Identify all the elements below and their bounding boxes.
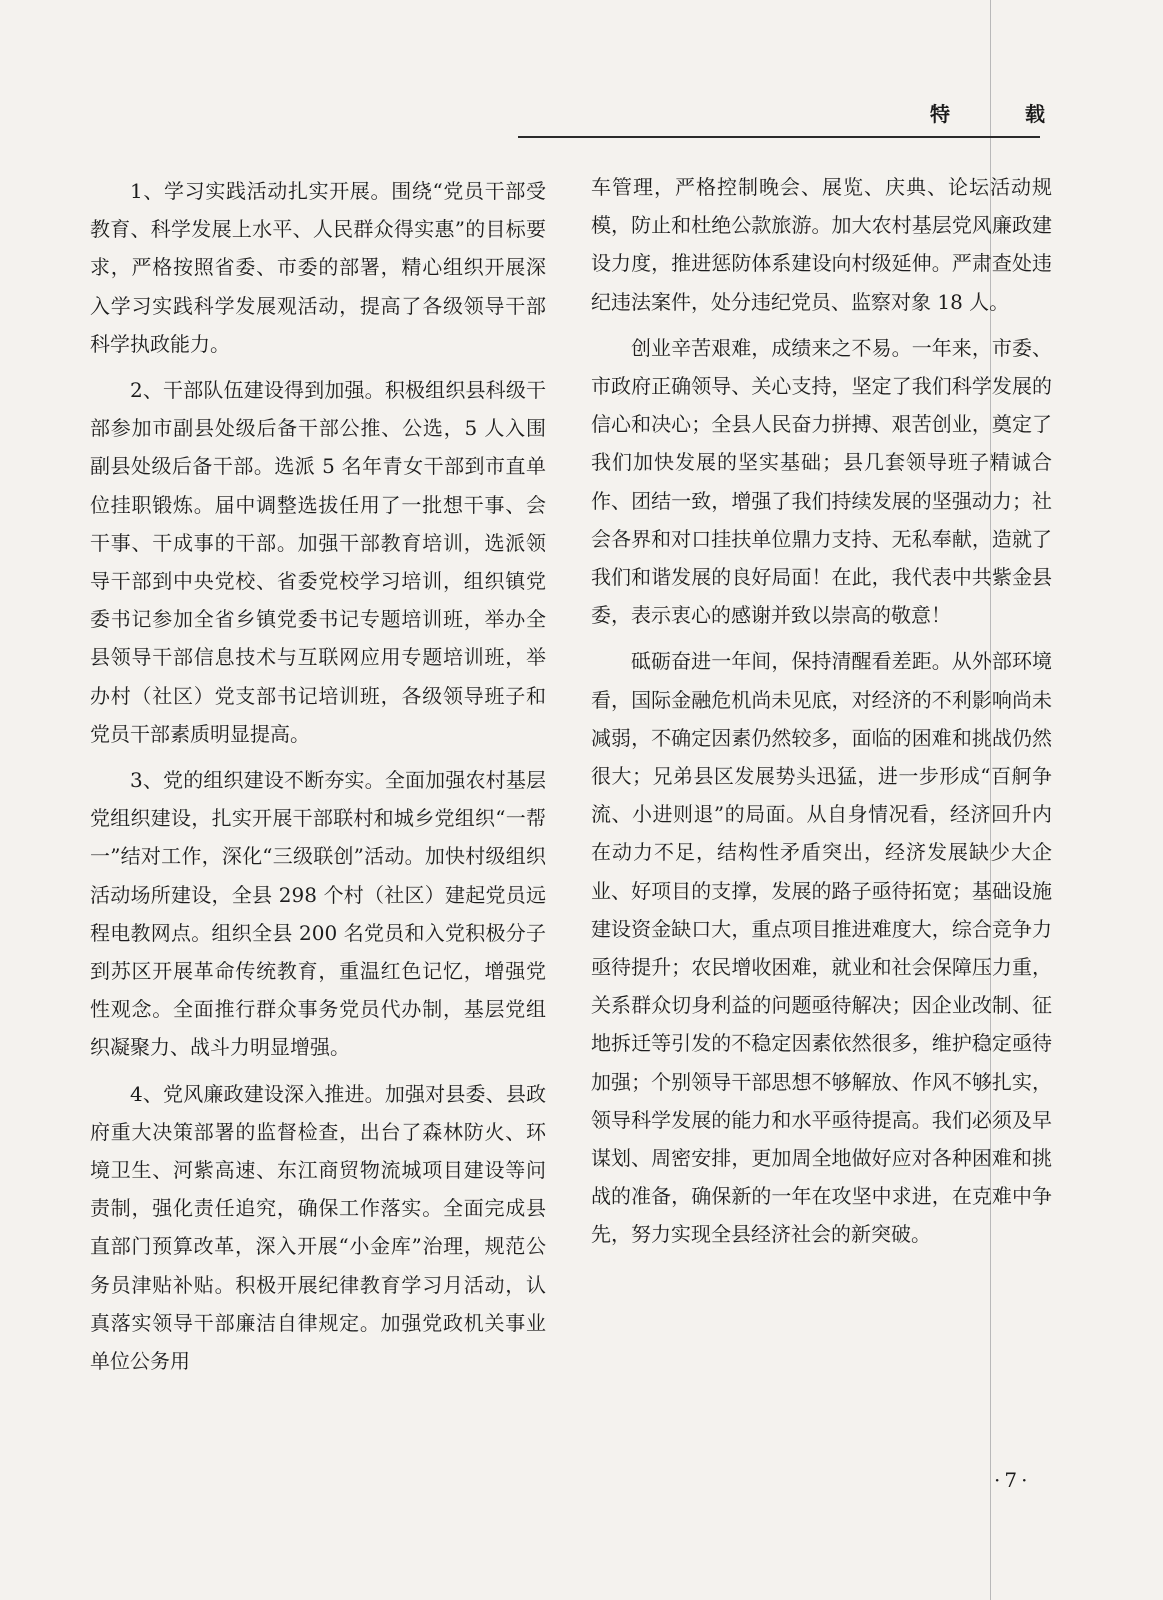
header-rule [518,136,1040,138]
paragraph: 3、党的组织建设不断夯实。全面加强农村基层党组织建设，扎实开展干部联村和城乡党组织“一帮一”结对工作，深化“三级联创”活动。加快村级组织活动场所建设，全县 298 个村（社区）建起党员远程电教网点。组织全县 200 名党员和入党积极分子到苏区开展革命传统教育，重温红色记忆，增强党性观念。全面推行群众事务党员代办制，基层党组织凝聚力、战斗力明显增强。 [90,768,546,1060]
page-number: ·7· [994,1468,1032,1492]
paragraph: 创业辛苦艰难，成绩来之不易。一年来，市委、市政府正确领导、关心支持，坚定了我们科学发展的信心和决心；全县人民奋力拼搏、艰苦创业，奠定了我们加快发展的坚实基础；县几套领导班子精诚合作、团结一致，增强了我们持续发展的坚强动力；社会各界和对口挂扶单位鼎力支持、无私奉献，造就了我们和谐发展的良好局面！在此，我代表中共紫金县委，表示衷心的感谢并致以崇高的敬意！ [591,335,1052,628]
paragraph: 2、干部队伍建设得到加强。积极组织县科级干部参加市副县处级后备干部公推、公选，5 人入围副县处级后备干部。选派 5 名年青女干部到市直单位挂职锻炼。届中调整选拔任用了一批想干事、会干事、干成事的干部。加强干部教育培训，选派领导干部到中央党校、省委党校学习培训，组织镇党委书记参加全省乡镇党委书记专题培训班，举办全县领导干部信息技术与互联网应用专题培训班，举办村（社区）党支部书记培训班，各级领导班子和党员干部素质明显提高。 [90,378,546,746]
paragraph: 砥砺奋进一年间，保持清醒看差距。从外部环境看，国际金融危机尚未见底，对经济的不利影响尚未减弱，不确定因素仍然较多，面临的困难和挑战仍然很大；兄弟县区发展势头迅猛，进一步形成“百舸争流、小进则退”的局面。从自身情况看，经济回升内在动力不足，结构性矛盾突出，经济发展缺少大企业、好项目的支撑，发展的路子亟待拓宽；基础设施建设资金缺口大，重点项目推进难度大，综合竞争力亟待提升；农民增收困难，就业和社会保障压力重，关系群众切身利益的问题亟待解决；因企业改制、征地拆迁等引发的不稳定因素依然很多，维护稳定亟待加强；个别领导干部思想不够解放、作风不够扎实，领导科学发展的能力和水平亟待提高。我们必须及早谋划、周密安排，更加周全地做好应对各种困难和挑战的准备，确保新的一年在攻坚中求进，在克难中争先，努力实现全县经济社会的新突破。 [591,649,1052,1247]
left-column [90,172,546,1388]
paragraph: 4、党风廉政建设深入推进。加强对县委、县政府重大决策部署的监督检查，出台了森林防火、环境卫生、河紫高速、东江商贸物流城项目建设等问责制，强化责任追究，确保工作落实。全面完成县直部门预算改革，深入开展“小金库”治理，规范公务员津贴补贴。积极开展纪律教育学习月活动，认真落实领导干部廉洁自律规定。加强党政机关事业单位公务用 [90,1081,546,1374]
right-column [591,168,1052,1262]
paragraph: 1、学习实践活动扎实开展。围绕“党员干部受教育、科学发展上水平、人民群众得实惠”的目标要求，严格按照省委、市委的部署，精心组织开展深入学习实践科学发展观活动，提高了各级领导干部科学执政能力。 [90,179,546,356]
paragraph-continuation: 车管理，严格控制晚会、展览、庆典、论坛活动规模，防止和杜绝公款旅游。加大农村基层党风廉政建设力度，推进惩防体系建设向村级延伸。严肃查处违纪违法案件，处分违纪党员、监察对象 18 人。 [591,175,1052,314]
section-header-title: 特 载 [930,102,1079,126]
